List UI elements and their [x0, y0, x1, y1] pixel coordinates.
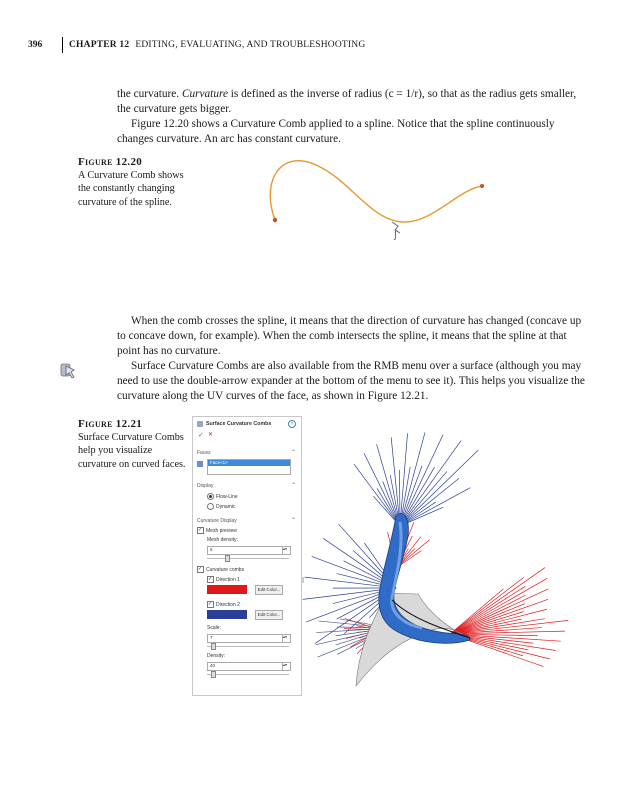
- slider-handle[interactable]: [211, 671, 216, 678]
- faces-section-label: Faces: [197, 450, 211, 456]
- chapter-label: CHAPTER 12: [69, 40, 130, 50]
- faces-selection-box[interactable]: [207, 459, 291, 475]
- spline-curve: [270, 161, 482, 222]
- running-header: [28, 36, 365, 54]
- density-input[interactable]: [207, 662, 291, 671]
- curvature-combs-checkbox[interactable]: [197, 566, 244, 573]
- collapse-chevron-icon[interactable]: ⌃: [290, 450, 296, 456]
- figure-12-20-caption-block: [78, 156, 186, 209]
- cancel-button[interactable]: ✕: [208, 432, 214, 438]
- surface-curvature-figure: [300, 418, 590, 700]
- direction1-checkbox[interactable]: [207, 576, 240, 583]
- mesh-density-slider[interactable]: [207, 558, 289, 559]
- density-label: Density:: [207, 653, 226, 659]
- radio-icon[interactable]: [207, 503, 214, 510]
- comb-line-direction2: [391, 437, 400, 526]
- direction2-edit-color-button[interactable]: Edit Color...: [255, 610, 283, 620]
- mesh-preview-checkbox[interactable]: [197, 527, 237, 534]
- checkbox-checked-icon[interactable]: ✓: [208, 576, 213, 582]
- checkbox-checked-icon[interactable]: ✓: [198, 566, 203, 572]
- mesh-preview-label: Mesh preview: [206, 527, 237, 534]
- comb-line-direction1: [450, 599, 548, 634]
- figure-12-21-caption-block: [78, 418, 186, 471]
- emphasis-curvature: Curvature: [181, 88, 228, 100]
- spinner-arrows-icon[interactable]: ▴▾: [282, 547, 287, 554]
- checkbox-checked-icon[interactable]: ✓: [198, 527, 203, 533]
- paragraph-comb-crossing: When the comb crosses the spline, it means that the direction of curvature has changed (concave up to concave down, for example). When the comb intersects the spline, it means that the spline at that point has no curvature.: [117, 315, 582, 357]
- spline-endpoint: [273, 218, 277, 222]
- scale-value: 7: [210, 635, 213, 640]
- comb-line-direction1: [450, 578, 547, 634]
- curvature-display-label: Curvature Display: [197, 518, 237, 524]
- comb-line-direction2: [400, 441, 461, 526]
- spline-cursor-icon: ʃ: [394, 230, 398, 241]
- page-number: 396: [28, 40, 43, 50]
- figure-12-20-caption: A Curvature Comb shows the constantly changing curvature of the spline.: [78, 170, 184, 208]
- paragraph-surface-combs: Surface Curvature Combs are also available from the RMB menu over a surface (although you may need to use the double-arrow expander at the bottom of the menu to see it). This helps you visualize the curvature along the UV curves of the face, as shown in Figure 12.21.: [117, 360, 585, 402]
- curvature-comb-teeth: [270, 161, 480, 222]
- comb-line-direction1: [450, 589, 548, 634]
- display-option-label: Flow-Line: [216, 493, 238, 500]
- ok-button[interactable]: ✓: [198, 432, 204, 439]
- spinner-arrows-icon[interactable]: ▴▾: [282, 663, 287, 670]
- direction2-checkbox[interactable]: [207, 601, 240, 608]
- curvature-comb-icon: [197, 421, 203, 427]
- density-value: 40: [210, 663, 216, 668]
- faces-selected-item[interactable]: Face<1>: [208, 460, 290, 466]
- panel-title-bar: [197, 421, 271, 427]
- curvature-comb-figure: [242, 150, 512, 300]
- density-slider[interactable]: [207, 674, 289, 675]
- collapse-chevron-icon[interactable]: ⌃: [290, 483, 296, 489]
- comb-line-direction2: [354, 464, 400, 526]
- comb-line-direction2: [400, 450, 478, 526]
- figure-12-21-caption: Surface Curvature Combs help you visualize curvature on curved faces.: [78, 432, 186, 470]
- direction2-color-swatch: [207, 610, 247, 619]
- direction2-label: Direction 2: [216, 601, 240, 608]
- comb-line-direction1: [450, 577, 524, 634]
- scale-input[interactable]: [207, 634, 291, 643]
- radio-selected-icon[interactable]: [207, 493, 214, 500]
- slider-handle[interactable]: [225, 555, 230, 562]
- comb-line-direction2: [400, 488, 470, 526]
- paragraph-curvature-definition: [117, 87, 587, 117]
- curvature-combs-label: Curvature combs: [206, 566, 245, 573]
- panel-title: Surface Curvature Combs: [206, 421, 272, 427]
- spline-endpoint: [480, 184, 484, 188]
- display-section-label: Display: [197, 483, 214, 489]
- mesh-density-input[interactable]: [207, 546, 291, 555]
- slider-handle[interactable]: [211, 643, 216, 650]
- display-option-flow-line[interactable]: [207, 493, 238, 500]
- help-icon[interactable]: ?: [288, 420, 296, 428]
- figure-12-20-label: Figure 12.20: [78, 156, 143, 168]
- tip-icon: [58, 360, 78, 380]
- scale-slider[interactable]: [207, 646, 289, 647]
- paragraph-figure-1220-ref: Figure 12.20 shows a Curvature Comb applied to a spline. Notice that the spline continuously changes curvature. An arc has constant curvature.: [117, 118, 555, 145]
- mesh-density-label: Mesh density:: [207, 537, 238, 543]
- spinner-arrows-icon[interactable]: ▴▾: [282, 635, 287, 642]
- scale-label: Scale:: [207, 625, 221, 631]
- checkbox-checked-icon[interactable]: ✓: [208, 601, 213, 607]
- direction1-color-swatch: [207, 585, 247, 594]
- text-run: is defined as the inverse of radius (c = 1/r), so that as the radius gets smaller, the curvature gets bigger.: [117, 88, 577, 115]
- header-divider: [62, 37, 63, 53]
- direction1-label: Direction 1: [216, 576, 240, 583]
- collapse-chevron-icon[interactable]: ⌃: [290, 518, 296, 524]
- chapter-title: EDITING, EVALUATING, AND TROUBLESHOOTING: [135, 40, 366, 50]
- direction1-edit-color-button[interactable]: Edit Color...: [255, 585, 283, 595]
- surface-curvature-combs-panel: [192, 416, 302, 696]
- mesh-density-value: 5: [210, 547, 213, 552]
- faces-selection-icon: [197, 461, 203, 467]
- display-option-dynamic[interactable]: [207, 503, 235, 510]
- display-option-label: Dynamic: [216, 503, 236, 510]
- text-run: the curvature.: [117, 88, 182, 100]
- figure-12-21-label: Figure 12.21: [78, 418, 143, 430]
